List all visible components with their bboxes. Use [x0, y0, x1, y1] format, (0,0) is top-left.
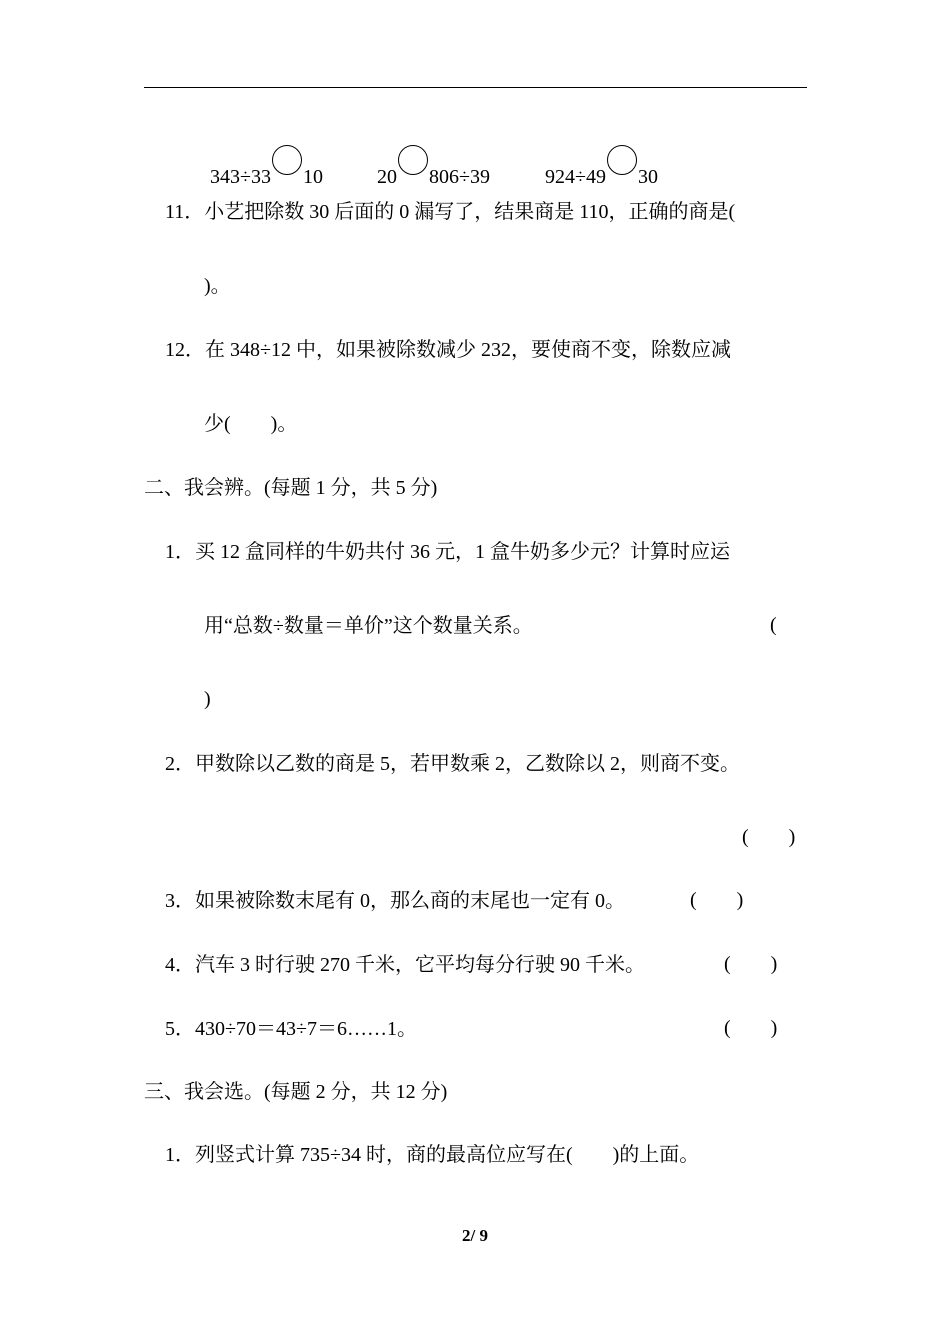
comparison-2-left: 20: [377, 166, 397, 188]
comparison-3-right: 30: [637, 166, 658, 188]
section-2-question-4: 4．汽车 3 时行驶 270 千米，它平均每分行驶 90 千米。: [165, 954, 645, 976]
section-2-question-5: 5．430÷70＝43÷7＝6……1。: [165, 1018, 417, 1040]
compare-circle-blank[interactable]: [607, 145, 637, 175]
comparison-3-left: 924÷49: [545, 166, 606, 188]
answer-paren-close[interactable]: ): [204, 688, 211, 710]
section-2-question-1-line-1: 1．买 12 盒同样的牛奶共付 36 元，1 盒牛奶多少元？计算时应运: [165, 541, 730, 563]
section-2-heading: 二、我会辨。(每题 1 分，共 5 分): [144, 477, 438, 499]
section-2-question-3: 3．如果被除数末尾有 0，那么商的末尾也一定有 0。: [165, 890, 625, 912]
question-11-line-1: 11．小艺把除数 30 后面的 0 漏写了，结果商是 110，正确的商是(: [165, 201, 736, 223]
question-12-line-1: 12．在 348÷12 中，如果被除数减少 232，要使商不变，除数应减: [165, 339, 731, 361]
answer-paren[interactable]: ( ): [724, 1017, 778, 1039]
section-2-question-2: 2．甲数除以乙数的商是 5，若甲数乘 2，乙数除以 2，则商不变。: [165, 753, 740, 775]
compare-circle-blank[interactable]: [272, 145, 302, 175]
comparison-2: [367, 136, 490, 189]
page-number: 2/ 9: [462, 1226, 488, 1245]
comparison-1: [200, 136, 323, 189]
answer-paren[interactable]: ( ): [724, 953, 778, 975]
answer-paren[interactable]: ( ): [742, 826, 796, 848]
comparison-2-right: 806÷39: [429, 166, 490, 188]
question-11-line-2: )。: [204, 275, 231, 297]
comparison-3: [535, 136, 658, 189]
comparison-1-left: 343÷33: [210, 166, 271, 188]
section-3-question-1: 1．列竖式计算 735÷34 时，商的最高位应写在( )的上面。: [165, 1144, 700, 1166]
section-2-question-1-line-2: 用“总数÷数量＝单价”这个数量关系。: [204, 615, 533, 637]
answer-paren-open[interactable]: (: [770, 614, 777, 636]
compare-circle-blank[interactable]: [398, 145, 428, 175]
answer-paren[interactable]: ( ): [690, 889, 744, 911]
question-12-line-2: 少( )。: [204, 413, 298, 435]
section-3-heading: 三、我会选。(每题 2 分，共 12 分): [144, 1081, 448, 1103]
header-rule: [144, 87, 807, 88]
comparison-1-right: 10: [302, 166, 323, 188]
